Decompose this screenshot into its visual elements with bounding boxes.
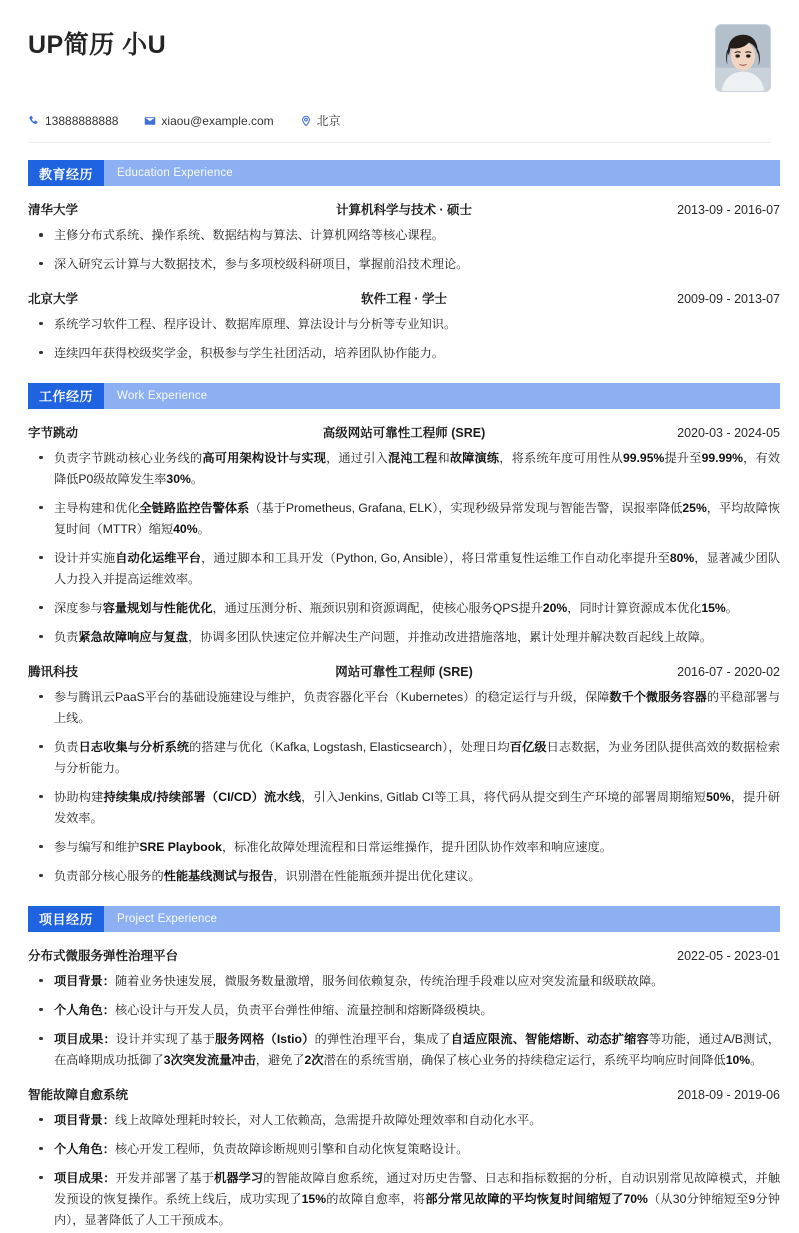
bullet-item: 个人角色：核心开发工程师，负责故障诊断规则引擎和自动化恢复策略设计。	[28, 1139, 780, 1160]
bullet-item: 负责部分核心服务的性能基线测试与报告，识别潜在性能瓶颈并提出优化建议。	[28, 866, 780, 887]
contact-location[interactable]	[300, 112, 341, 129]
section-header	[28, 160, 780, 186]
entry	[28, 946, 781, 1071]
contact-location-value: 北京	[316, 114, 341, 128]
section-title-en: Education Experience	[117, 167, 233, 179]
entry-bullet-list	[28, 225, 780, 275]
bullet-item: 项目背景：随着业务快速发展，微服务数量激增，服务间依赖复杂，传统治理手段难以应对突发流量和级联故障。	[28, 971, 780, 992]
phone-icon	[28, 115, 40, 127]
header-divider	[28, 142, 771, 143]
bullet-item: 负责紧急故障响应与复盘，协调多团队快速定位并解决生产问题，并推动改进措施落地，累计处理并解决数百起线上故障。	[28, 627, 780, 648]
section-title-cn: 教育经历	[28, 160, 104, 186]
entry-organization: 分布式微服务弹性治理平台	[28, 948, 179, 963]
contact-list	[28, 112, 771, 129]
entry-title: 计算机科学与技术 · 硕士	[335, 203, 473, 217]
entry-header-row	[28, 946, 780, 964]
entry-bullet-list	[28, 687, 780, 887]
bullet-item: 参与编写和维护SRE Playbook，标准化故障处理流程和日常运维操作，提升团队协作效率和响应速度。	[28, 837, 780, 858]
avatar	[715, 24, 771, 92]
entry-bullet-list	[28, 314, 780, 364]
entry-organization: 智能故障自愈系统	[28, 1087, 129, 1102]
bullet-item: 协助构建持续集成/持续部署（CI/CD）流水线，引入Jenkins, Gitlab CI等工具，将代码从提交到生产环境的部署周期缩短50%，提升研发效率。	[28, 787, 780, 829]
entry-bullet-list	[28, 971, 780, 1071]
entry-header-row	[28, 662, 780, 680]
sections-container	[28, 160, 781, 1233]
entry	[28, 423, 781, 648]
section-1	[28, 383, 781, 889]
mail-icon	[144, 115, 156, 127]
bullet-item: 负责日志收集与分析系统的搭建与优化（Kafka, Logstash, Elasticsearch），处理日均百亿级日志数据，为业务团队提供高效的数据检索与分析能力。	[28, 737, 780, 779]
avatar-photo	[716, 25, 770, 91]
entry-date: 2009-09 - 2013-07	[677, 291, 780, 306]
entry-date: 2020-03 - 2024-05	[677, 425, 780, 440]
entry-organization: 腾讯科技	[28, 664, 79, 679]
header-left	[28, 22, 715, 61]
entry-date: 2022-05 - 2023-01	[677, 948, 780, 963]
contact-email[interactable]	[144, 114, 273, 128]
entry-bullet-list	[28, 1110, 780, 1231]
section-title-cn: 工作经历	[28, 383, 104, 409]
entry-date: 2013-09 - 2016-07	[677, 203, 780, 217]
bullet-item: 连续四年获得校级奖学金，积极参与学生社团活动，培养团队协作能力。	[28, 343, 780, 364]
entry-header-row	[28, 423, 780, 441]
contact-email-value: xiaou@example.com	[161, 113, 274, 128]
bullet-item: 系统学习软件工程、程序设计、数据库原理、算法设计与分析等专业知识。	[28, 314, 780, 335]
entry-date: 2018-09 - 2019-06	[677, 1087, 780, 1102]
contact-phone[interactable]	[28, 114, 118, 128]
bullet-item: 设计并实施自动化运维平台，通过脚本和工具开发（Python, Go, Ansible），将日常重复性运维工作自动化率提升至80%，显著减少团队人力投入并提高运维效率。	[28, 548, 780, 590]
contact-phone-value: 13888888888	[45, 113, 119, 128]
entry	[28, 200, 780, 275]
bullet-item: 主导构建和优化全链路监控告警体系（基于Prometheus, Grafana, ELK），实现秒级异常发现与智能告警，误报率降低25%，平均故障恢复时间（MTTR）缩短40%。	[28, 498, 780, 540]
entry	[28, 289, 780, 364]
entry-organization: 字节跳动	[28, 425, 79, 440]
section-title-en: Project Experience	[117, 912, 218, 925]
entry-header-row	[28, 289, 780, 307]
entry-title: 网站可靠性工程师 (SRE)	[335, 664, 473, 679]
entry	[28, 662, 781, 887]
entry-bullet-list	[28, 448, 780, 648]
location-icon	[300, 115, 312, 127]
entry-header-row	[28, 1085, 780, 1103]
bullet-item: 项目成果：设计并实现了基于服务网格（Istio）的弹性治理平台，集成了自适应限流、智能熔断、动态扩缩容等功能，通过A/B测试，在高峰期成功抵御了3次突发流量冲击，避免了2次潜在的系统雪崩，确保了核心业务的持续稳定运行，系统平均响应时间降低10%。	[28, 1029, 780, 1071]
bullet-item: 负责字节跳动核心业务线的高可用架构设计与实现，通过引入混沌工程和故障演练，将系统年度可用性从99.95%提升至99.99%，有效降低P0级故障发生率30%。	[28, 448, 780, 490]
section-title-en: Work Experience	[117, 389, 208, 402]
bullet-item: 个人角色：核心设计与开发人员，负责平台弹性伸缩、流量控制和熔断降级模块。	[28, 1000, 780, 1021]
entry-header-row	[28, 200, 780, 218]
bullet-item: 项目背景：线上故障处理耗时较长，对人工依赖高，急需提升故障处理效率和自动化水平。	[28, 1110, 780, 1131]
entry-date: 2016-07 - 2020-02	[677, 664, 780, 679]
page-title: UP简历 小U	[28, 31, 167, 59]
entry-organization: 清华大学	[28, 203, 79, 217]
section-header	[28, 383, 780, 409]
bullet-item: 深入研究云计算与大数据技术，参与多项校级科研项目，掌握前沿技术理论。	[28, 254, 780, 275]
bullet-item: 深度参与容量规划与性能优化，通过压测分析、瓶颈识别和资源调配，使核心服务QPS提升20%，同时计算资源成本优化15%。	[28, 598, 780, 619]
section-2	[28, 906, 781, 1233]
section-header	[28, 906, 780, 932]
bullet-item: 参与腾讯云PaaS平台的基础设施建设与维护，负责容器化平台（Kubernetes）的稳定运行与升级，保障数千个微服务容器的平稳部署与上线。	[28, 687, 780, 729]
section-title-cn: 项目经历	[28, 906, 104, 932]
resume-header	[28, 0, 771, 92]
entry-organization: 北京大学	[28, 291, 79, 306]
section-0	[28, 160, 780, 366]
entry-title: 高级网站可靠性工程师 (SRE)	[322, 425, 486, 440]
bullet-item: 主修分布式系统、操作系统、数据结构与算法、计算机网络等核心课程。	[28, 225, 780, 246]
entry-title: 软件工程 · 学士	[360, 291, 448, 306]
entry	[28, 1085, 781, 1231]
bullet-item: 项目成果：开发并部署了基于机器学习的智能故障自愈系统，通过对历史告警、日志和指标数据的分析，自动识别常见故障模式，并触发预设的恢复操作。系统上线后，成功实现了15%的故障自愈率，将部分常见故障的平均恢复时间缩短了70%（从30分钟缩短至9分钟内），显著降低了人工干预成本。	[28, 1168, 780, 1231]
